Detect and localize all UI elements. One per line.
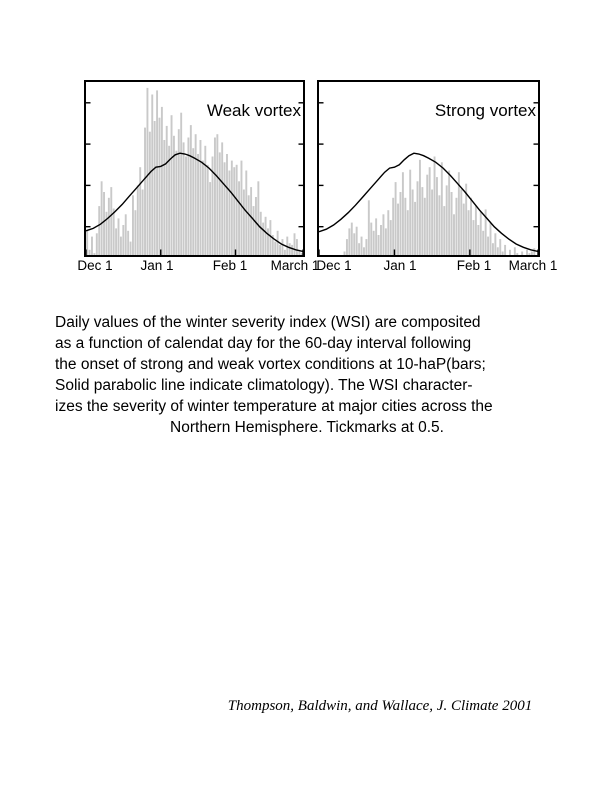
histogram-bar bbox=[260, 212, 262, 255]
weak-vortex-panel bbox=[84, 80, 305, 257]
histogram-bar bbox=[477, 225, 479, 255]
histogram-bar bbox=[144, 128, 146, 255]
histogram-bar bbox=[400, 192, 402, 255]
histogram-bar bbox=[514, 247, 516, 255]
histogram-bar bbox=[159, 118, 161, 255]
histogram-bar bbox=[463, 204, 465, 255]
histogram-bar bbox=[122, 225, 124, 255]
histogram-bar bbox=[348, 228, 350, 255]
histogram-bar bbox=[353, 233, 355, 255]
histogram-bar bbox=[414, 202, 416, 255]
histogram-bar bbox=[221, 142, 223, 255]
histogram-bar bbox=[407, 210, 409, 255]
histogram-bar bbox=[142, 190, 144, 256]
histogram-bar bbox=[161, 107, 163, 255]
histogram-bar bbox=[185, 157, 187, 256]
histogram-bar bbox=[482, 231, 484, 255]
histogram-bar bbox=[192, 148, 194, 255]
histogram-bar bbox=[279, 245, 281, 255]
histogram-bar bbox=[296, 239, 298, 255]
histogram-bar bbox=[390, 220, 392, 255]
histogram-bar bbox=[139, 167, 141, 255]
histogram-bar bbox=[460, 190, 462, 256]
caption-line: Solid parabolic line indicate climatology). The WSI character- bbox=[55, 377, 473, 394]
histogram-bar bbox=[226, 154, 228, 255]
histogram-bar bbox=[173, 136, 175, 255]
histogram-bar bbox=[480, 212, 482, 255]
histogram-bar bbox=[267, 228, 269, 255]
histogram-bar bbox=[224, 162, 226, 255]
histogram-bar bbox=[93, 253, 95, 255]
histogram-bar bbox=[233, 167, 235, 255]
histogram-bar bbox=[289, 243, 291, 255]
caption-line: Northern Hemisphere. Tickmarks at 0.5. bbox=[170, 419, 444, 436]
weak-xtick-dec1: Dec 1 bbox=[77, 258, 113, 273]
histogram-bar bbox=[89, 250, 91, 255]
histogram-bar bbox=[214, 138, 216, 256]
histogram-bar bbox=[228, 171, 230, 256]
histogram-bar bbox=[118, 218, 120, 255]
histogram-bar bbox=[171, 115, 173, 255]
histogram-bar bbox=[497, 247, 499, 255]
strong-xtick-march1: March 1 bbox=[508, 258, 558, 273]
histogram-bar bbox=[443, 206, 445, 255]
histogram-bar bbox=[257, 181, 259, 255]
histogram-bar bbox=[163, 140, 165, 255]
histogram-bar bbox=[402, 172, 404, 255]
histogram-bar bbox=[421, 187, 423, 255]
histogram-bar bbox=[346, 239, 348, 255]
histogram-bar bbox=[492, 243, 494, 255]
histogram-bar bbox=[91, 237, 93, 255]
histogram-bar bbox=[453, 214, 455, 255]
figure-caption bbox=[55, 312, 559, 438]
histogram-bar bbox=[207, 165, 209, 255]
histogram-bar bbox=[238, 181, 240, 255]
histogram-bar bbox=[475, 206, 477, 255]
histogram-bar bbox=[424, 198, 426, 255]
histogram-bar bbox=[151, 95, 153, 256]
histogram-bar bbox=[98, 206, 100, 255]
weak-xtick-march1: March 1 bbox=[270, 258, 320, 273]
histogram-bar bbox=[468, 210, 470, 255]
histogram-bar bbox=[253, 206, 255, 255]
histogram-bar bbox=[487, 237, 489, 255]
histogram-bar bbox=[277, 231, 279, 255]
histogram-bar bbox=[412, 190, 414, 256]
strong-vortex-panel bbox=[317, 80, 540, 257]
histogram-bar bbox=[255, 197, 257, 255]
histogram-bar bbox=[248, 195, 250, 255]
histogram-bar bbox=[284, 250, 286, 255]
histogram-bar bbox=[282, 239, 284, 255]
histogram-bar bbox=[441, 162, 443, 255]
histogram-bar bbox=[204, 146, 206, 255]
weak-vortex-title: Weak vortex bbox=[206, 101, 301, 120]
histogram-bar bbox=[436, 177, 438, 255]
histogram-bar bbox=[132, 195, 134, 255]
histogram-bar bbox=[216, 134, 218, 255]
histogram-bar bbox=[262, 223, 264, 255]
histogram-bar bbox=[365, 239, 367, 255]
caption-line: izes the severity of winter temperature at major cities across the bbox=[55, 398, 493, 415]
histogram-bar bbox=[195, 134, 197, 255]
histogram-bar bbox=[363, 247, 365, 255]
histogram-bar bbox=[434, 157, 436, 256]
histogram-bar bbox=[200, 140, 202, 255]
histogram-bar bbox=[120, 237, 122, 255]
histogram-bar bbox=[178, 129, 180, 255]
histogram-bar bbox=[183, 142, 185, 255]
histogram-bar bbox=[356, 227, 358, 255]
histogram-bar bbox=[209, 182, 211, 255]
histogram-bar bbox=[378, 235, 380, 255]
histogram-bar bbox=[241, 161, 243, 255]
histogram-bar bbox=[137, 185, 139, 255]
histogram-bar bbox=[154, 121, 156, 255]
histogram-bar bbox=[490, 223, 492, 255]
histogram-bar bbox=[175, 151, 177, 255]
histogram-bar bbox=[108, 198, 110, 255]
histogram-bar bbox=[470, 198, 472, 255]
histogram-bar bbox=[392, 198, 394, 255]
histogram-bar bbox=[219, 152, 221, 255]
histogram-bar bbox=[190, 125, 192, 255]
strong-xtick-jan1: Jan 1 bbox=[383, 258, 417, 273]
histogram-bar bbox=[294, 233, 296, 255]
histogram-bar bbox=[431, 190, 433, 256]
caption-line: as a function of calendat day for the 60-day interval following bbox=[55, 335, 472, 352]
histogram-bar bbox=[438, 195, 440, 255]
histogram-bar bbox=[103, 192, 105, 255]
histogram-bar bbox=[368, 200, 370, 255]
histogram-bar bbox=[291, 245, 293, 255]
histogram-bar bbox=[168, 146, 170, 255]
strong-xtick-feb1: Feb 1 bbox=[456, 258, 492, 273]
histogram-bar bbox=[446, 185, 448, 255]
histogram-bar bbox=[426, 175, 428, 255]
histogram-bar bbox=[531, 252, 533, 256]
histogram-bar bbox=[243, 190, 245, 256]
histogram-bar bbox=[528, 253, 530, 255]
histogram-bar bbox=[265, 217, 267, 255]
histogram-bar bbox=[382, 214, 384, 255]
histogram-bar bbox=[236, 165, 238, 255]
weak-xtick-feb1: Feb 1 bbox=[212, 258, 248, 273]
histogram-bar bbox=[380, 225, 382, 255]
histogram-bar bbox=[96, 233, 98, 255]
histogram-bar bbox=[370, 223, 372, 255]
histogram-bar bbox=[473, 220, 475, 255]
strong-xtick-dec1: Dec 1 bbox=[316, 258, 352, 273]
histogram-bar bbox=[387, 210, 389, 255]
histogram-bar bbox=[101, 181, 103, 255]
histogram-bar bbox=[404, 198, 406, 255]
histogram-bar bbox=[274, 242, 276, 255]
strong-vortex-title: Strong vortex bbox=[434, 101, 536, 120]
histogram-bar bbox=[499, 239, 501, 255]
histogram-bar bbox=[351, 223, 353, 255]
histogram-bar bbox=[533, 248, 535, 255]
histogram-bar bbox=[202, 161, 204, 255]
histogram-bar bbox=[358, 243, 360, 255]
histogram-bar bbox=[231, 161, 233, 255]
histogram-bar bbox=[504, 245, 506, 255]
histogram-bar bbox=[166, 126, 168, 255]
histogram-bar bbox=[125, 214, 127, 255]
histogram-bar bbox=[429, 167, 431, 255]
histogram-bar bbox=[455, 198, 457, 255]
histogram-bar bbox=[110, 187, 112, 255]
weak-xtick-jan1: Jan 1 bbox=[140, 258, 174, 273]
caption-line: Daily values of the winter severity index (WSI) are composited bbox=[55, 314, 481, 331]
histogram-bar bbox=[156, 90, 158, 255]
histogram-bar bbox=[385, 228, 387, 255]
histogram-bar bbox=[409, 170, 411, 255]
histogram-bar bbox=[509, 250, 511, 255]
histogram-bar bbox=[375, 218, 377, 255]
histogram-bar bbox=[250, 187, 252, 255]
histogram-bar bbox=[180, 113, 182, 255]
histogram-bar bbox=[115, 228, 117, 255]
histogram-bar bbox=[516, 253, 518, 255]
histogram-bar bbox=[127, 231, 129, 255]
histogram-bar bbox=[130, 242, 132, 255]
histogram-bar bbox=[197, 154, 199, 255]
citation-text: Thompson, Baldwin, and Wallace, J. Climate 2001 bbox=[227, 698, 533, 714]
histogram-bar bbox=[526, 250, 528, 255]
histogram-bar bbox=[502, 252, 504, 256]
histogram-bar bbox=[373, 231, 375, 255]
histogram-bar bbox=[395, 182, 397, 255]
histogram-bar bbox=[149, 132, 151, 255]
histogram-bar bbox=[448, 171, 450, 256]
histogram-bar bbox=[417, 181, 419, 255]
histogram-bar bbox=[361, 237, 363, 255]
histogram-bar bbox=[494, 233, 496, 255]
histogram-bar bbox=[344, 252, 346, 256]
histogram-bar bbox=[146, 88, 148, 255]
histogram-bar bbox=[521, 252, 523, 256]
histogram-bar bbox=[419, 160, 421, 255]
histogram-bar bbox=[451, 192, 453, 255]
histogram-bar bbox=[113, 209, 115, 256]
histogram-bar bbox=[134, 210, 136, 255]
histogram-bar bbox=[397, 204, 399, 255]
caption-line: the onset of strong and weak vortex conditions at 10-haP(bars; bbox=[55, 356, 486, 373]
